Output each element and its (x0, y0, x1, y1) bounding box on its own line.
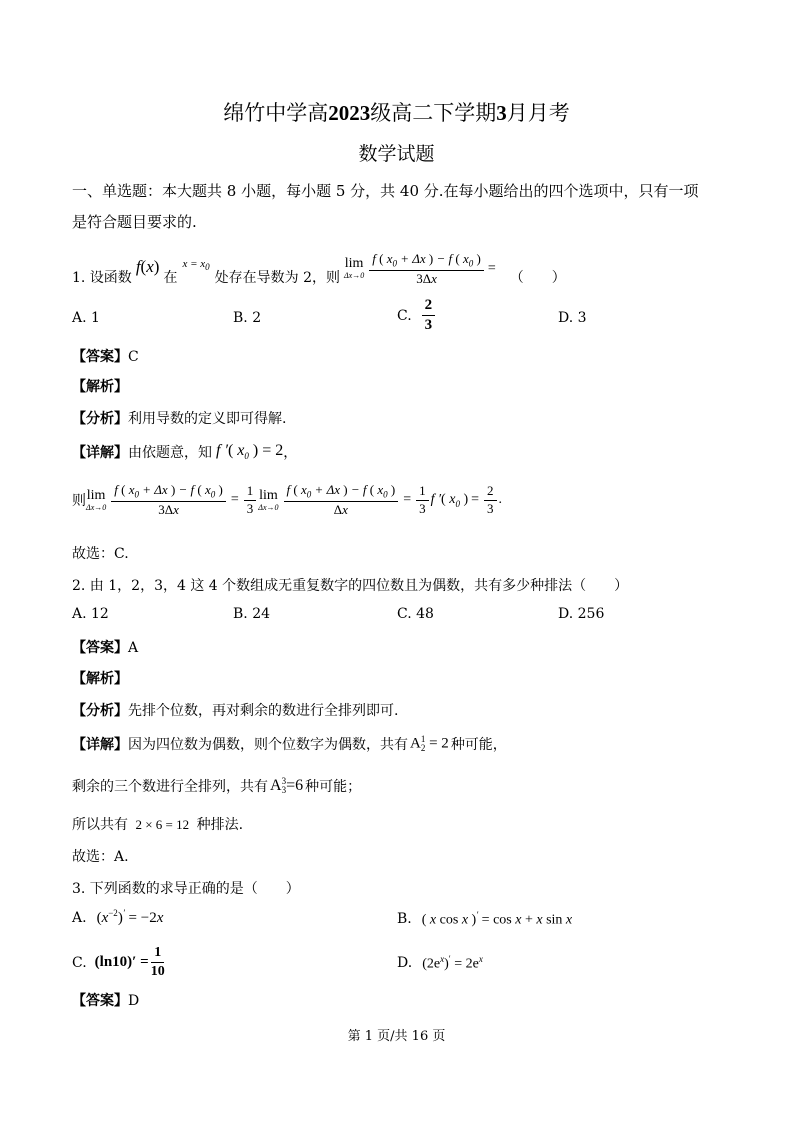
q1-analysis-tag: 【解析】 (72, 379, 128, 395)
q1-detail: 【详解】 由依题意，知 f ′( $x_0$ ) = 2 ， (72, 442, 298, 462)
exam-subtitle: 数学试题 (358, 143, 435, 165)
q1-conclusion: 故选：C. (72, 546, 129, 562)
q2-detail-line3: 所以共有 2 × 6 = 12 种排法. (72, 817, 244, 833)
q2-option-a: A. 12 (72, 606, 109, 622)
q2-conclusion: 故选：A. (72, 849, 129, 865)
q2-option-c: C. 48 (397, 606, 434, 622)
q1-point: $x = x_0$ (182, 257, 210, 273)
section-heading: 一、单选题：本大题共 8 小题，每小题 5 分，共 40 分.在每小题给出的四个选项中，只有一项 (72, 182, 699, 200)
q3-option-d: D. $(2e^x)' = 2e^x$ (397, 954, 483, 972)
section-heading-cont: 是符合题目要求的. (72, 213, 197, 231)
q1-option-c (397, 297, 437, 335)
q1-option-d: D. 3 (558, 310, 587, 326)
q2-detail: 【详解】 因为四位数为偶数，则个位数字为偶数，共有 A 1 2 = 2 种可能， (72, 734, 507, 753)
q1-option-c-fraction: $\frac{2}{3}$ (422, 297, 436, 335)
q1-prefix: 1. 设函数 (72, 270, 132, 286)
question-3-stem: 3. 下列函数的求导正确的是（ ） (72, 881, 300, 897)
q2-option-d: D. 256 (558, 606, 605, 622)
title-part: 绵竹中学高 (223, 101, 329, 125)
title-month: 3 (496, 101, 507, 125)
q2-option-b: B. 24 (233, 606, 271, 622)
q1-function: f(x) (135, 257, 160, 276)
q1-answer-blank: （ ） (509, 270, 566, 286)
q2-answer: 【答案】A (72, 640, 139, 656)
q3-option-a: A. $(x^{-2})' = -2x$ (72, 908, 164, 926)
title-part: 月月考 (506, 101, 570, 125)
q2-detail-line2: 剩余的三个数进行全排列，共有 A 3 3 =6 种可能； (72, 776, 362, 796)
q3-option-c: C. (ln10)′ = $\frac{1}{10}$ (72, 945, 165, 980)
exam-title (0, 97, 793, 127)
page-number: 第 1 页/共 16 页 (347, 1029, 446, 1044)
q1-limit-expression: lim Δx→0 $\frac{f ( x_0 + \Delta x ) - f ( x_0 )}{3\Delta x}$ = (343, 250, 496, 286)
q2-fenxi: 【分析】先排个位数，再对剩余的数进行全排列即可. (72, 703, 399, 719)
question-2-stem: 2. 由 1，2，3，4 这 4 个数组成无重复数字的四位数且为偶数，共有多少种排法（ ） (72, 578, 629, 594)
title-year: 2023 (328, 101, 371, 125)
q1-option-a: A. 1 (72, 310, 100, 326)
q3-answer: 【答案】D (72, 993, 140, 1009)
title-part: 级高二下学期 (370, 101, 497, 125)
q2-analysis-tag: 【解析】 (72, 671, 128, 687)
question-1-stem (72, 244, 566, 294)
q1-answer: 【答案】C (72, 349, 139, 365)
q1-derivation: 则 lim Δx→0 $\frac{f ( x_0 + \Delta x ) - f ( x_0 )}{3\Delta x}$ = $\frac{1}{3}$ lim Δx→0 $\frac{f ( x_0 + \Delta x ) - f ( x_0 )}{\Delta x}$ = $\frac{1}{3}$ f ′( $x_0$ ) = $\frac{2}{3}$ . (72, 482, 503, 517)
q1-option-b: B. 2 (233, 310, 262, 326)
q1-text: 在 (163, 270, 178, 286)
q1-option-c-label: C. (397, 307, 412, 324)
q1-fenxi: 【分析】利用导数的定义即可得解. (72, 411, 287, 427)
q3-option-b: B. ( x cos x )′ = cos x + x sin x (397, 910, 573, 928)
q1-text: 处存在导数为 2，则 (214, 270, 340, 286)
